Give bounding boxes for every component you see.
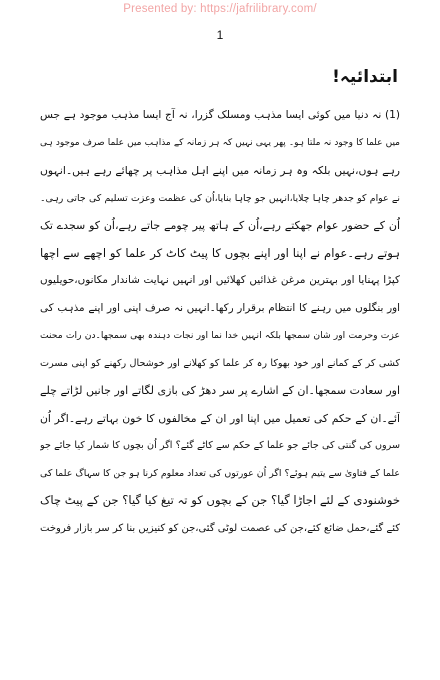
text-line: آئے۔ان کے حکم کی تعمیل میں اپنا اور ان کے مخالفوں کا خون بہاتے رہے۔اگر اُن bbox=[40, 411, 400, 425]
watermark-text: Presented by: https://jafrilibrary.com/ bbox=[123, 3, 317, 15]
text-line: کپڑا پہنایا اور بہترین مرغن غذائیں کھلائیں اور انہیں نہایت شاندار مکانوں،حویلیوں bbox=[40, 274, 400, 286]
page-number: 1 bbox=[216, 28, 224, 42]
text-line: علما کے فتاویٰ سے یتیم ہوئے؟ اگر اُن عورتوں کی تعداد معلوم کرنا ہو جن کا سہاگ علما کی bbox=[40, 467, 400, 479]
text-line: کشی کر کے کمانے اور خود بھوکا رہ کر علما کو کھلانے اور خوشحال رکھنے کو اپنی مسرت bbox=[40, 357, 400, 369]
text-line: (1) نہ دنیا میں کوئی ایسا مذہب ومسلک گزرا، نہ آج ایسا مذہب موجود ہے جس bbox=[40, 109, 400, 121]
text-line: اور سعادت سمجھا۔ان کے اشارے پر سر دھڑ کی بازی لگاتے اور جانیں لڑاتے چلے bbox=[40, 384, 400, 397]
text-line: خوشنودی کے لئے اجاڑا گیا؟ جن کے بچوں کو تہ تیغ کیا گیا؟ جن کے پیٹ چاک bbox=[40, 493, 400, 507]
text-line: ہوتے رہے۔عوام نے اپنا اور اپنے بچوں کا پیٹ کاٹ کر علما کو اچھے سے اچھا bbox=[40, 245, 400, 260]
text-line: اور بنگلوں میں رہنے کا انتظام برقرار رکھا۔انہیں نہ صرف اپنی اور اپنے مذہب کی bbox=[40, 301, 400, 314]
text-line: کئے گئے،حمل ضائع کئے،جن کی عصمت لوٹی گئی،جن کو کنیزیں بنا کر سر بازار فروخت bbox=[40, 522, 400, 534]
text-line: اُن کے حضور عوام جھکتے رہے،اُن کے ہاتھ پیر چومے جاتے رہے،اُن کو سجدے تک bbox=[40, 219, 400, 232]
text-line: عزت وحرمت اور شان سمجھا بلکہ انہیں خدا نما اور نجات دہندہ بھی سمجھا۔دن رات محنت bbox=[40, 330, 400, 341]
chapter-heading: ابتدائیہ! bbox=[332, 67, 398, 87]
text-line: میں علما کا وجود نہ ملتا ہو۔ پھر یہی نہیں کہ ہر زمانہ کے مذاہب میں علما صرف موجود ہی bbox=[40, 137, 400, 148]
body-text bbox=[40, 102, 400, 676]
text-line: نے عوام کو جدھر چاہا چلایا،انہیں جو چاہا بنایا،اُن کی عظمت وعزت تسلیم کی جاتی رہی۔ bbox=[40, 192, 400, 204]
text-line: سروں کی گنتی کی جائے جو علما کے حکم سے کاٹے گئے؟ اگر اُن بچوں کا شمار کیا جائے جو bbox=[40, 440, 400, 451]
text-line: رہے ہوں،نہیں بلکہ وہ ہر زمانہ میں اپنے اہل مذاہب پر چھائے رہے ہیں۔انہوں bbox=[40, 164, 400, 177]
